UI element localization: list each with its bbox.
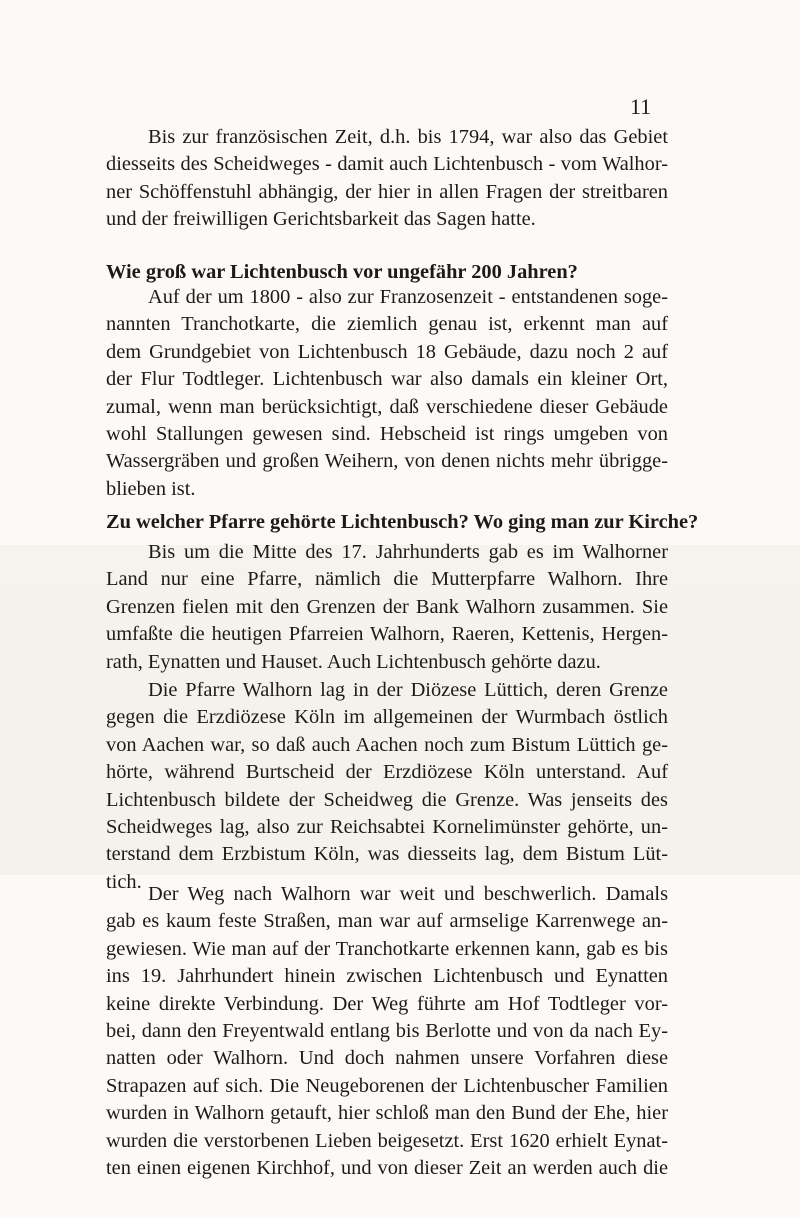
text-line: dem Grundgebiet von Lichtenbusch 18 Gebäude, dazu noch 2 auf — [106, 340, 668, 363]
text-line: diesseits des Scheidweges - damit auch Lichtenbusch - vom Walhor- — [106, 153, 668, 176]
text-line: wohl Stallungen gewesen sind. Hebscheid ist rings umgeben von — [106, 423, 668, 446]
text-line: Strapazen auf sich. Die Neugeborenen der Lichtenbuscher Familien — [106, 1074, 668, 1097]
text-line: tich. — [106, 870, 142, 893]
text-line: Bis zur französischen Zeit, d.h. bis 1794, war also das Gebiet — [148, 126, 668, 148]
text-line: Scheidweges lag, also zur Reichsabtei Kornelimünster gehörte, un- — [106, 816, 668, 839]
text-line: Der Weg nach Walhorn war weit und beschwerlich. Damals — [148, 883, 668, 905]
text-line: nannten Tranchotkarte, die ziemlich genau ist, erkennt man auf — [106, 313, 668, 336]
text-line: Die Pfarre Walhorn lag in der Diözese Lüttich, deren Grenze — [148, 679, 668, 701]
text-line: ner Schöffenstuhl abhängig, der hier in allen Fragen der streitbaren — [106, 180, 668, 203]
text-line: ins 19. Jahrhundert hinein zwischen Lichtenbusch und Eynatten — [106, 965, 668, 988]
text-line: der Flur Todtleger. Lichtenbusch war also damals ein kleiner Ort, — [106, 368, 668, 391]
text-line: bei, dann den Freyentwald entlang bis Berlotte und von da nach Ey- — [106, 1020, 668, 1043]
text-line: Land nur eine Pfarre, nämlich die Mutterpfarre Walhorn. Ihre — [106, 568, 668, 591]
text-line: zumal, wenn man berücksichtigt, daß verschiedene dieser Gebäude — [106, 395, 668, 418]
text-line: wurden in Walhorn getauft, hier schloß man den Bund der Ehe, hier — [106, 1102, 668, 1125]
section-heading-size: Wie groß war Lichtenbusch vor ungefähr 200 Jahren? — [106, 261, 578, 283]
paragraph-3 — [106, 539, 668, 676]
text-line: Grenzen fielen mit den Grenzen der Bank Walhorn zusammen. Sie — [106, 595, 668, 618]
section-heading-parish: Zu welcher Pfarre gehörte Lichtenbusch? Wo ging man zur Kirche? — [106, 511, 699, 533]
text-line: rath, Eynatten und Hauset. Auch Lichtenbusch gehörte dazu. — [106, 650, 601, 673]
page-number: 11 — [630, 94, 652, 119]
text-line: hörte, während Burtscheid der Erzdiözese Köln unterstand. Auf — [106, 761, 668, 784]
text-line: gewiesen. Wie man auf der Tranchotkarte erkennen kann, gab es bis — [106, 937, 668, 960]
paragraph-2 — [106, 284, 668, 503]
text-line: blieben ist. — [106, 477, 196, 500]
text-line: ten einen eigenen Kirchhof, und von dieser Zeit an werden auch die — [106, 1157, 668, 1180]
text-line: terstand dem Erzbistum Köln, was diesseits lag, dem Bistum Lüt- — [106, 843, 668, 866]
text-line: Lichtenbusch bildete der Scheidweg die Grenze. Was jenseits des — [106, 788, 668, 811]
text-line: Wassergräben und großen Weihern, von denen nichts mehr übrigge- — [106, 450, 668, 473]
text-line: wurden die verstorbenen Lieben beigesetzt. Erst 1620 erhielt Eynat- — [106, 1129, 668, 1152]
paragraph-1 — [106, 124, 668, 234]
text-line: keine direkte Verbindung. Der Weg führte am Hof Todtleger vor- — [106, 992, 668, 1015]
text-line: und der freiwilligen Gerichtsbarkeit das Sagen hatte. — [106, 208, 536, 231]
text-line: von Aachen war, so daß auch Aachen noch zum Bistum Lüttich ge- — [106, 733, 668, 756]
text-line: umfaßte die heutigen Pfarreien Walhorn, Raeren, Kettenis, Hergen- — [106, 623, 668, 646]
text-line: Bis um die Mitte des 17. Jahrhunderts gab es im Walhorner — [148, 541, 668, 563]
paragraph-5 — [106, 881, 668, 1182]
paragraph-4 — [106, 677, 668, 896]
text-line: natten oder Walhorn. Und doch nahmen unsere Vorfahren diese — [106, 1047, 668, 1070]
text-line: gab es kaum feste Straßen, man war auf armselige Karrenwege an- — [106, 910, 668, 933]
text-line: gegen die Erzdiözese Köln im allgemeinen der Wurmbach östlich — [106, 706, 668, 729]
text-line: Auf der um 1800 - also zur Franzosenzeit - entstandenen soge- — [148, 286, 668, 308]
